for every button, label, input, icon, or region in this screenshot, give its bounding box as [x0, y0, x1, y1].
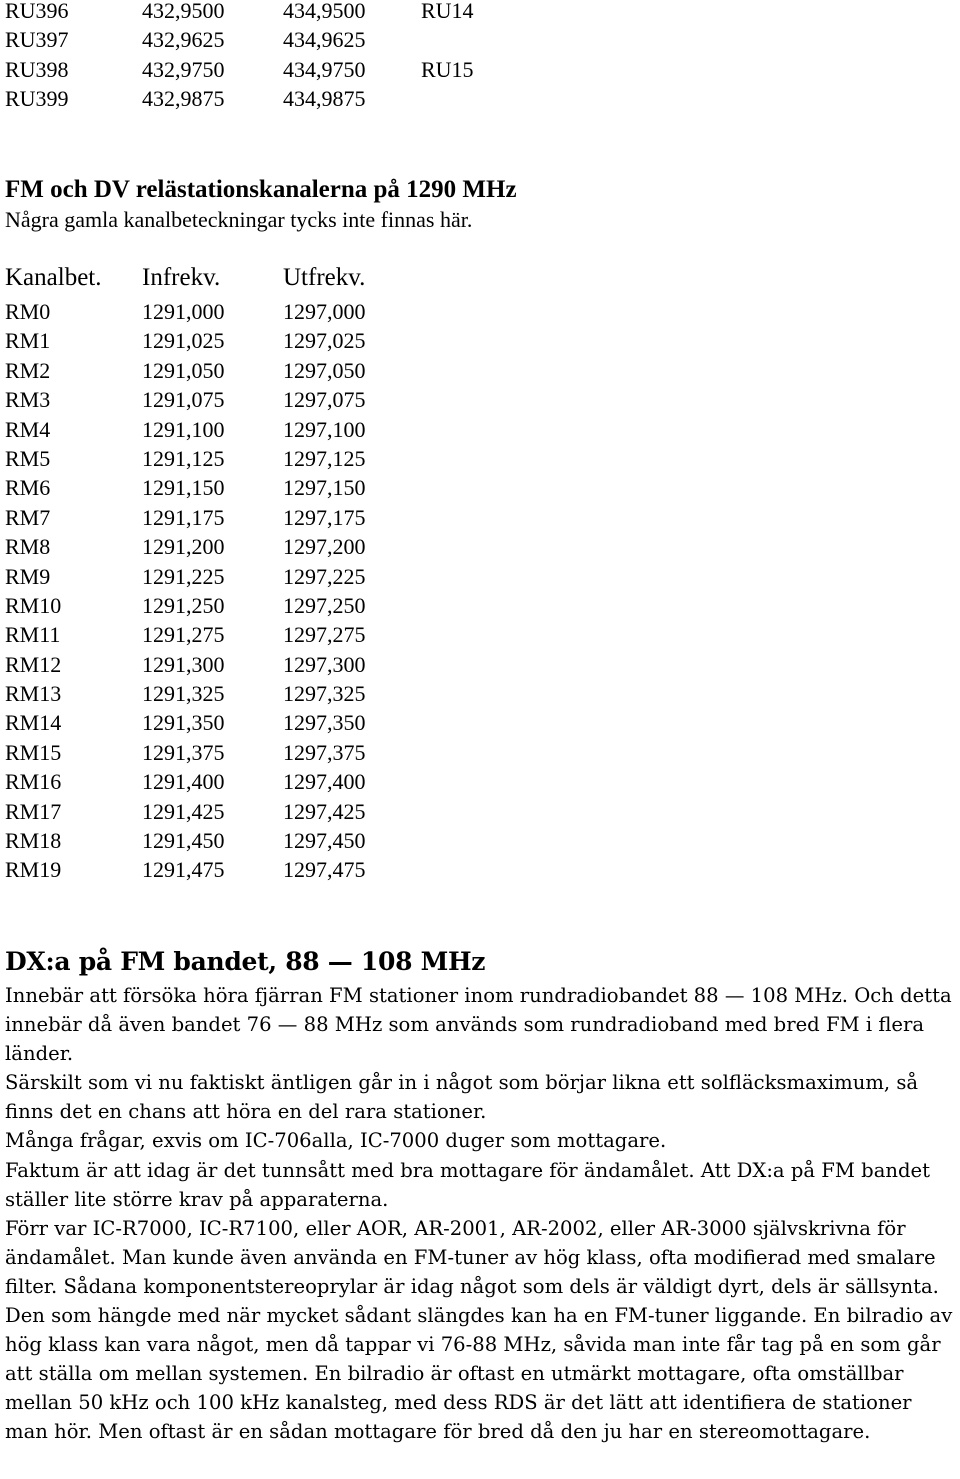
- section-note: Några gamla kanalbeteckningar tycks inte finnas här.: [5, 207, 473, 232]
- table-row: [5, 55, 474, 84]
- channel-cell: RU399: [5, 85, 69, 111]
- output-frequency-cell: 1297,300: [283, 651, 366, 677]
- input-frequency-cell: 1291,200: [142, 534, 225, 560]
- output-frequency-cell: 1297,450: [283, 828, 366, 854]
- input-frequency-cell: 1291,150: [142, 475, 225, 501]
- channel-cell: RM7: [5, 504, 51, 530]
- output-frequency-cell: 1297,025: [283, 328, 366, 354]
- input-frequency-cell: 1291,250: [142, 592, 225, 618]
- output-frequency-cell: 1297,100: [283, 416, 366, 442]
- channel-cell: RM1: [5, 328, 51, 354]
- table-row: [5, 708, 366, 737]
- table-row: [5, 855, 366, 884]
- channel-cell: RU397: [5, 27, 69, 53]
- column-header-output-frequency: Utfrekv.: [283, 264, 366, 291]
- paragraph: Förr var IC-R7000, IC-R7100, eller AOR, AR-2001, AR-2002, eller AR-3000 självskrivna för ändamålet. Man kunde även använda en FM-tuner av hög klass, ofta modifierad med smalare filter. Sådana komponentstereoprylar är idag något som dels är väldigt dyrt, dels är sällsynta.: [5, 1216, 939, 1298]
- section-heading-fm-dx: DX:a på FM bandet, 88 — 108 MHz: [5, 947, 486, 976]
- channel-cell: RM9: [5, 563, 51, 589]
- table-row: [5, 326, 366, 355]
- table-row: [5, 0, 474, 25]
- output-frequency-cell: 1297,350: [283, 710, 366, 736]
- channel-cell: RM12: [5, 651, 62, 677]
- table-row: [5, 650, 366, 679]
- table-row: [5, 767, 366, 796]
- table-row: [5, 532, 366, 561]
- table-header-row: [5, 262, 365, 294]
- table-row: [5, 562, 366, 591]
- article-body: [5, 981, 955, 1447]
- output-frequency-cell: 1297,225: [283, 563, 366, 589]
- column-header-input-frequency: Infrekv.: [142, 264, 221, 291]
- output-frequency-cell: 1297,325: [283, 681, 366, 707]
- input-frequency-cell: 1291,275: [142, 622, 225, 648]
- input-frequency-cell: 432,9875: [142, 85, 225, 111]
- channel-cell: RU396: [5, 0, 69, 23]
- channel-cell: RM17: [5, 798, 62, 824]
- input-frequency-cell: 1291,075: [142, 387, 225, 413]
- input-frequency-cell: 1291,100: [142, 416, 225, 442]
- input-frequency-cell: 1291,050: [142, 357, 225, 383]
- channel-cell: RM8: [5, 534, 51, 560]
- output-frequency-cell: 434,9875: [283, 85, 366, 111]
- channel-cell: RM13: [5, 681, 62, 707]
- input-frequency-cell: 1291,475: [142, 857, 225, 883]
- input-frequency-cell: 432,9625: [142, 27, 225, 53]
- channel-cell: RU398: [5, 56, 69, 82]
- input-frequency-cell: 1291,325: [142, 681, 225, 707]
- column-header-channel: Kanalbet.: [5, 264, 102, 291]
- table-row: [5, 415, 366, 444]
- output-frequency-cell: 1297,000: [283, 299, 366, 324]
- input-frequency-cell: 1291,175: [142, 504, 225, 530]
- output-frequency-cell: 1297,475: [283, 857, 366, 883]
- alt-channel-cell: RU15: [421, 56, 474, 82]
- output-frequency-cell: 1297,150: [283, 475, 366, 501]
- table-row: [5, 679, 366, 708]
- output-frequency-cell: 1297,425: [283, 798, 366, 824]
- input-frequency-cell: 1291,000: [142, 299, 225, 324]
- output-frequency-cell: 434,9500: [283, 0, 366, 23]
- input-frequency-cell: 432,9500: [142, 0, 225, 23]
- input-frequency-cell: 1291,450: [142, 828, 225, 854]
- input-frequency-cell: 1291,225: [142, 563, 225, 589]
- channel-cell: RM3: [5, 387, 51, 413]
- ru-channel-table: [5, 0, 474, 113]
- channel-cell: RM19: [5, 857, 62, 883]
- paragraph: Många frågar, exvis om IC-706alla, IC-7000 duger som mottagare.: [5, 1129, 667, 1153]
- table-row: [5, 444, 366, 473]
- table-row: [5, 797, 366, 826]
- table-row: [5, 356, 366, 385]
- table-row: [5, 503, 366, 532]
- table-row: [5, 473, 366, 502]
- table-row: [5, 385, 366, 414]
- table-row: [5, 826, 366, 855]
- channel-cell: RM11: [5, 622, 61, 648]
- channel-cell: RM14: [5, 710, 62, 736]
- input-frequency-cell: 1291,375: [142, 739, 225, 765]
- section-heading-1290: FM och DV relästationskanalerna på 1290 MHz: [5, 176, 517, 203]
- channel-cell: RM0: [5, 299, 51, 324]
- table-row: [5, 25, 474, 54]
- output-frequency-cell: 1297,175: [283, 504, 366, 530]
- table-row: [5, 84, 474, 113]
- input-frequency-cell: 1291,425: [142, 798, 225, 824]
- channel-cell: RM18: [5, 828, 62, 854]
- table-row: [5, 591, 366, 620]
- rm-channel-table: [5, 297, 366, 885]
- output-frequency-cell: 1297,200: [283, 534, 366, 560]
- channel-cell: RM4: [5, 416, 51, 442]
- output-frequency-cell: 1297,250: [283, 592, 366, 618]
- output-frequency-cell: 1297,275: [283, 622, 366, 648]
- input-frequency-cell: 1291,125: [142, 445, 225, 471]
- table-row: [5, 738, 366, 767]
- output-frequency-cell: 1297,075: [283, 387, 366, 413]
- input-frequency-cell: 1291,300: [142, 651, 225, 677]
- paragraph: Faktum är att idag är det tunnsått med bra mottagare för ändamålet. Att DX:a på FM bandet ställer lite större krav på apparaterna.: [5, 1158, 931, 1211]
- output-frequency-cell: 1297,400: [283, 769, 366, 795]
- channel-cell: RM5: [5, 445, 51, 471]
- output-frequency-cell: 434,9750: [283, 56, 366, 82]
- alt-channel-cell: RU14: [421, 0, 474, 23]
- input-frequency-cell: 1291,350: [142, 710, 225, 736]
- input-frequency-cell: 1291,400: [142, 769, 225, 795]
- output-frequency-cell: 1297,050: [283, 357, 366, 383]
- channel-cell: RM10: [5, 592, 62, 618]
- table-row: [5, 297, 366, 326]
- input-frequency-cell: 432,9750: [142, 56, 225, 82]
- output-frequency-cell: 434,9625: [283, 27, 366, 53]
- output-frequency-cell: 1297,125: [283, 445, 366, 471]
- channel-cell: RM15: [5, 739, 62, 765]
- channel-cell: RM6: [5, 475, 51, 501]
- channel-cell: RM2: [5, 357, 51, 383]
- output-frequency-cell: 1297,375: [283, 739, 366, 765]
- paragraph: Särskilt som vi nu faktiskt äntligen går in i något som börjar likna ett solfläcksmaximum, så finns det en chans att höra en del rara stationer.: [5, 1071, 919, 1124]
- paragraph: Innebär att försöka höra fjärran FM stationer inom rundradiobandet 88 — 108 MHz. Och detta innebär då även bandet 76 — 88 MHz som används som rundradioband med bred FM i flera länder.: [5, 984, 952, 1066]
- table-row: [5, 620, 366, 649]
- input-frequency-cell: 1291,025: [142, 328, 225, 354]
- paragraph: Den som hängde med när mycket sådant slängdes kan ha en FM-tuner liggande. En bilradio av hög klass kan vara något, men då tappar vi 76-88 MHz, såvida man inte får tag på en som går att ställa om mellan systemen. En bilradio är oftast en utmärkt mottagare, ofta omställbar mellan 50 kHz och 100 kHz kanalsteg, med dess RDS är det lätt att identifiera de stationer man hör. Men oftast är en sådan mottagare för bred då den ju har en stereomottagare.: [5, 1304, 953, 1444]
- channel-cell: RM16: [5, 769, 62, 795]
